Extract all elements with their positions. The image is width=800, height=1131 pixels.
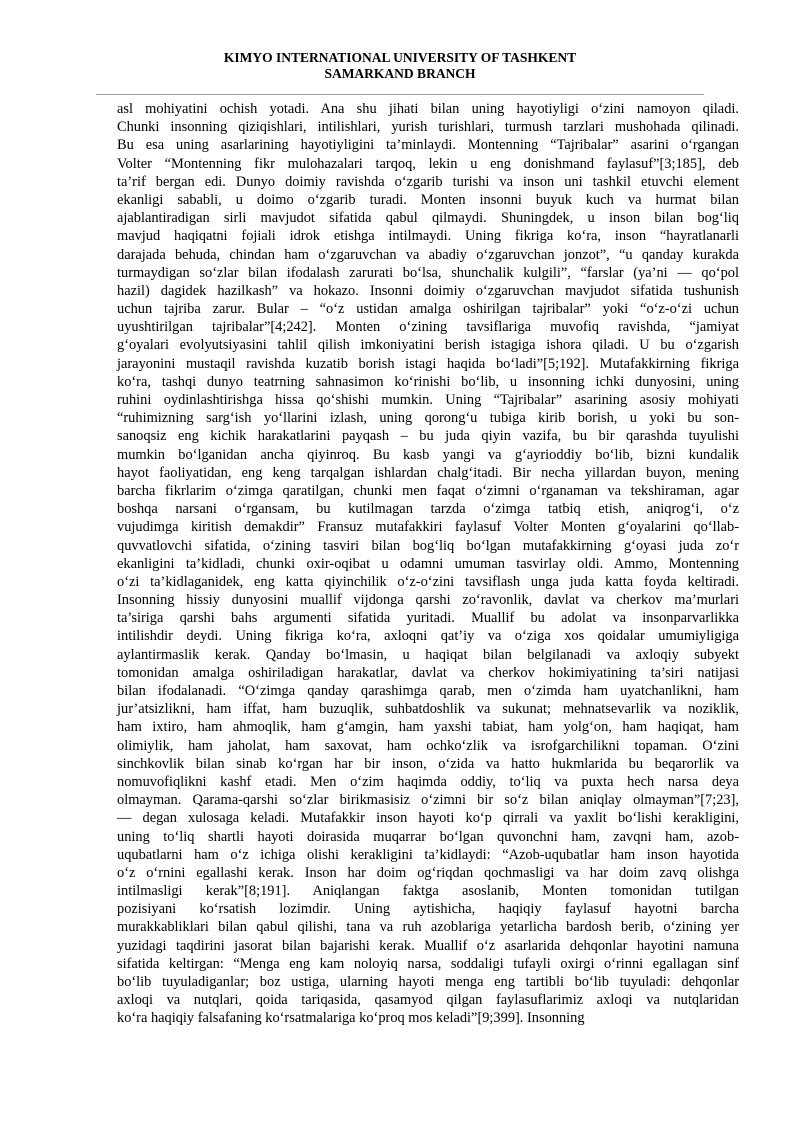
body-line: “ruhimizning sarg‘ish yo‘llarini izlash, uning qorong‘u tubiga kirib borish, u yoki bu son-	[117, 410, 739, 427]
body-text	[117, 100, 739, 1028]
body-line: asl mohiyatini ochish yotadi. Ana shu jihati bilan uning hayotiyligi o‘zini namoyon qiladi.	[117, 101, 739, 117]
body-line: aylantirmaslik kerak. Qanday bo‘lmasin, u haqiqat bilan belgilanadi va axloqiy subyekt	[117, 646, 739, 663]
body-line: olmayman. Qarama-qarshi so‘zlar birikmasisiz o‘zimni bir so‘z bilan aniqlay olmayman”[7;23],	[117, 792, 739, 809]
body-line: g‘oyalari evolyutsiyasini tahlil qilish imkoniyatini berish istagiga ishora qiladi. U bu o‘zgarish	[117, 337, 739, 354]
body-line: ekanligi sababli, u doimo o‘zgarib turadi. Monten insonni buyuk kuch va hurmat bilan	[117, 191, 739, 208]
body-line: ko‘ra, tashqi dunyo teatrning sahnasimon ko‘rinishi bo‘lib, u insonning ichki dunyosini, uning	[117, 373, 739, 390]
body-line: bilan ifodalanadi. “O‘zimga qanday qarashimga qarab, men o‘zimda ham uyatchanlikni, ham	[117, 683, 739, 699]
body-line: sifatida keltirgan: “Menga eng kam noloyiq narsa, soddaligi tufayli oxirgi o‘rinni egallagan sinf	[117, 955, 739, 972]
body-line: turmaydigan so‘zlar bilan ifodalash zarurati bo‘lsa, shunchalik kulgili”, “farslar (ya’ni — qo‘pol	[117, 264, 739, 281]
body-line: uning to‘liq shartli hayoti doirasida muqarrar bo‘lgan quvonchni ham, zavqni ham, azob-	[117, 828, 739, 845]
body-line: o‘z o‘rnini egallashi kerak. Inson har doim og‘riqdan qochmasligi va har doim zavq olishga	[117, 864, 739, 881]
body-line: boshqa narsani o‘rgansam, bu kutilmagan tarzda o‘zimga tatbiq etish, aniqrog‘i, o‘z	[117, 501, 739, 518]
body-line: jur’atsizlikni, ham iffat, ham buzuqlik, suhbatdoshlik va sukunat; mehnatsevarlik va noziklik,	[117, 701, 739, 718]
body-line: bo‘lib tuyuladiganlar; boz ustiga, ularning hayoti menga eng tartibli bo‘lib tuyuladi: dehqonlar	[117, 974, 739, 990]
body-line: Bu esa uning asarlarining hayotiyligini ta’minlaydi. Montenning “Tajribalar” asarini o‘rgangan	[117, 137, 739, 154]
header-university-name: KIMYO INTERNATIONAL UNIVERSITY OF TASHKENT	[223, 50, 577, 65]
body-line: ta’rif bergan edi. Dunyo doimiy ravishda o‘zgarib turishi va inson uni tashkil etuvchi element	[117, 173, 739, 190]
body-line: quvvatlovchi sifatida, o‘zining tasviri bilan bog‘liq bo‘lgan mutafakkirning g‘oyasi juda zo‘r	[117, 537, 739, 554]
body-line: ajablantiradigan sirli mavjudot sifatida qabul qilmaydi. Shuningdek, u inson bilan bog‘liq	[117, 210, 739, 227]
body-line: Volter “Montenning fikr mulohazalari tarqoq, lekin u eng donishmand faylasuf”[3;185], deb	[117, 155, 739, 172]
body-line: o‘zi ta’kidlaganidek, eng katta qiyinchilik o‘z-o‘zini tavsiflash unga juda katta foyda keltiradi.	[117, 573, 739, 590]
body-line: darajada behuda, chindan ham o‘zgaruvchan va abadiy o‘zgaruvchan jonzot”, “u qanday kurakda	[117, 246, 739, 263]
body-line: barcha fikrlarim o‘zimga qaratilgan, chunki men faqat o‘zimni o‘rganaman va tekshiraman, agar	[117, 482, 739, 499]
body-line: pozisiyani ko‘rsatish lozimdir. Uning aytishicha, haqiqiy faylasuf hayotni barcha	[117, 901, 739, 918]
body-line: nomuvofiqlikni kashf etadi. Men o‘zim haqimda oddiy, to‘liq va puxta hech narsa deya	[117, 773, 739, 790]
body-line: axloqi va nutqlari, qoida tariqasida, qasamyod qilgan faylasuflarimiz axloqi va nutqlaridan	[117, 992, 739, 1009]
body-line: yuzidagi taqdirini jasorat bilan bajarishi kerak. Muallif o‘z asarlarida dehqonlar hayotini namuna	[117, 937, 739, 954]
body-line: uchun tajriba zarur. Bular – “o‘z ustidan amalga oshirilgan tajribalar” yoki “o‘z-o‘zi uchun	[117, 301, 739, 318]
body-line: vujudimga kiritish demakdir” Fransuz mutafakkiri faylasuf Volter Monten g‘oyalarini qo‘llab-	[117, 519, 739, 536]
page-header	[0, 50, 800, 82]
body-line: murakkabliklari bilan qabul qilishi, tana va ruh azoblariga yetarlicha bardosh berib, o‘zining yer	[117, 919, 739, 936]
body-line: intilmasligi kerak”[8;191]. Aniqlangan faktga asoslanib, Monten tomonidan tutilgan	[117, 883, 739, 900]
body-line: olimiylik, ham jaholat, ham saxovat, ham ochko‘zlik va isrofgarchilikni topaman. O‘zini	[117, 737, 739, 754]
body-line: uyushtirilgan tajribalar”[4;242]. Monten o‘zining tavsiflariga muvofiq ravishda, “jamiyat	[117, 319, 739, 336]
body-line: uqubatlarni ham o‘z ichiga olishi kerakligini ta’kidlaydi: “Azob-uqubatlar ham inson hayotida	[117, 846, 739, 863]
body-line: sinchkovlik bilan sinab ko‘rgan har bir inson, o‘zida va hatto hukmlarida bu beqarorlik va	[117, 755, 739, 772]
header-divider	[96, 94, 704, 95]
header-branch-name: SAMARKAND BRANCH	[324, 66, 476, 81]
body-line: jarayonini mustaqil ravishda kuzatib borish istagi haqida bo‘ladi”[5;192]. Mutafakkirning fikriga	[117, 355, 739, 372]
body-line: ko‘ra haqiqiy falsafaning ko‘rsatmalariga ko‘proq mos keladi”[9;399]. Insonning	[117, 1010, 585, 1027]
body-line: mumkin bo‘lganidan ancha qiyinroq. Bu kasb yangi va g‘ayrioddiy bo‘lib, bizni kundalik	[117, 446, 739, 463]
body-line: ekanligini ta’kidladi, chunki oxir-oqibat u odamni umuman tasvirlay oldi. Ammo, Montenning	[117, 555, 739, 572]
body-line: Chunki insonning qiziqishlari, intilishlari, yurish turishlari, turmush tarzlari mushohada qilinadi.	[117, 119, 739, 136]
body-line: hazil) dagidek hazilkash” va hokazo. Insonni doimiy o‘zgaruvchan mavjudot sifatida tushunish	[117, 282, 739, 299]
body-line: sanoqsiz eng kichik harakatlarini payqash – bu juda qiyin vazifa, bu bir qarashda tuyulishi	[117, 428, 739, 445]
body-line: ruhini oydinlashtirishga hissa qo‘shishi mumkin. Uning “Tajribalar” asarining asosiy mohiyati	[117, 392, 739, 408]
body-line: Insonning hissiy dunyosini muallif vijdonga qarshi zo‘ravonlik, davlat va cherkov ma’murlari	[117, 592, 739, 609]
body-line: hayot faoliyatidan, eng keng tarqalgan ishlardan chalg‘itadi. Bir necha yillardan buyon, mening	[117, 464, 739, 481]
body-line: tomonidan amalga oshiriladigan harakatlar, davlat va cherkov hokimiyatining ta’siri natijasi	[117, 664, 739, 681]
body-line: intilishdir deydi. Uning fikriga ko‘ra, axloqni qat’iy va o‘ziga xos qoidalar umumiyligiga	[117, 628, 739, 645]
body-line: — degan xulosaga keladi. Mutafakkir inson hayoti ko‘p qirrali va yaxlit bo‘lishi kerakligini,	[117, 810, 739, 827]
body-line: ta’siriga qarshi bahs argumenti sifatida yuritadi. Muallif bu adolat va insonparvarlikka	[117, 610, 739, 627]
body-line: mavjud haqiqatni fojiali idrok etishga intilmaydi. Uning fikriga ko‘ra, inson “hayratlanarli	[117, 228, 739, 245]
body-line: ham ixtiro, ham ahmoqlik, ham g‘amgin, ham yaxshi tabiat, ham yolg‘on, ham haqiqat, ham	[117, 719, 739, 736]
